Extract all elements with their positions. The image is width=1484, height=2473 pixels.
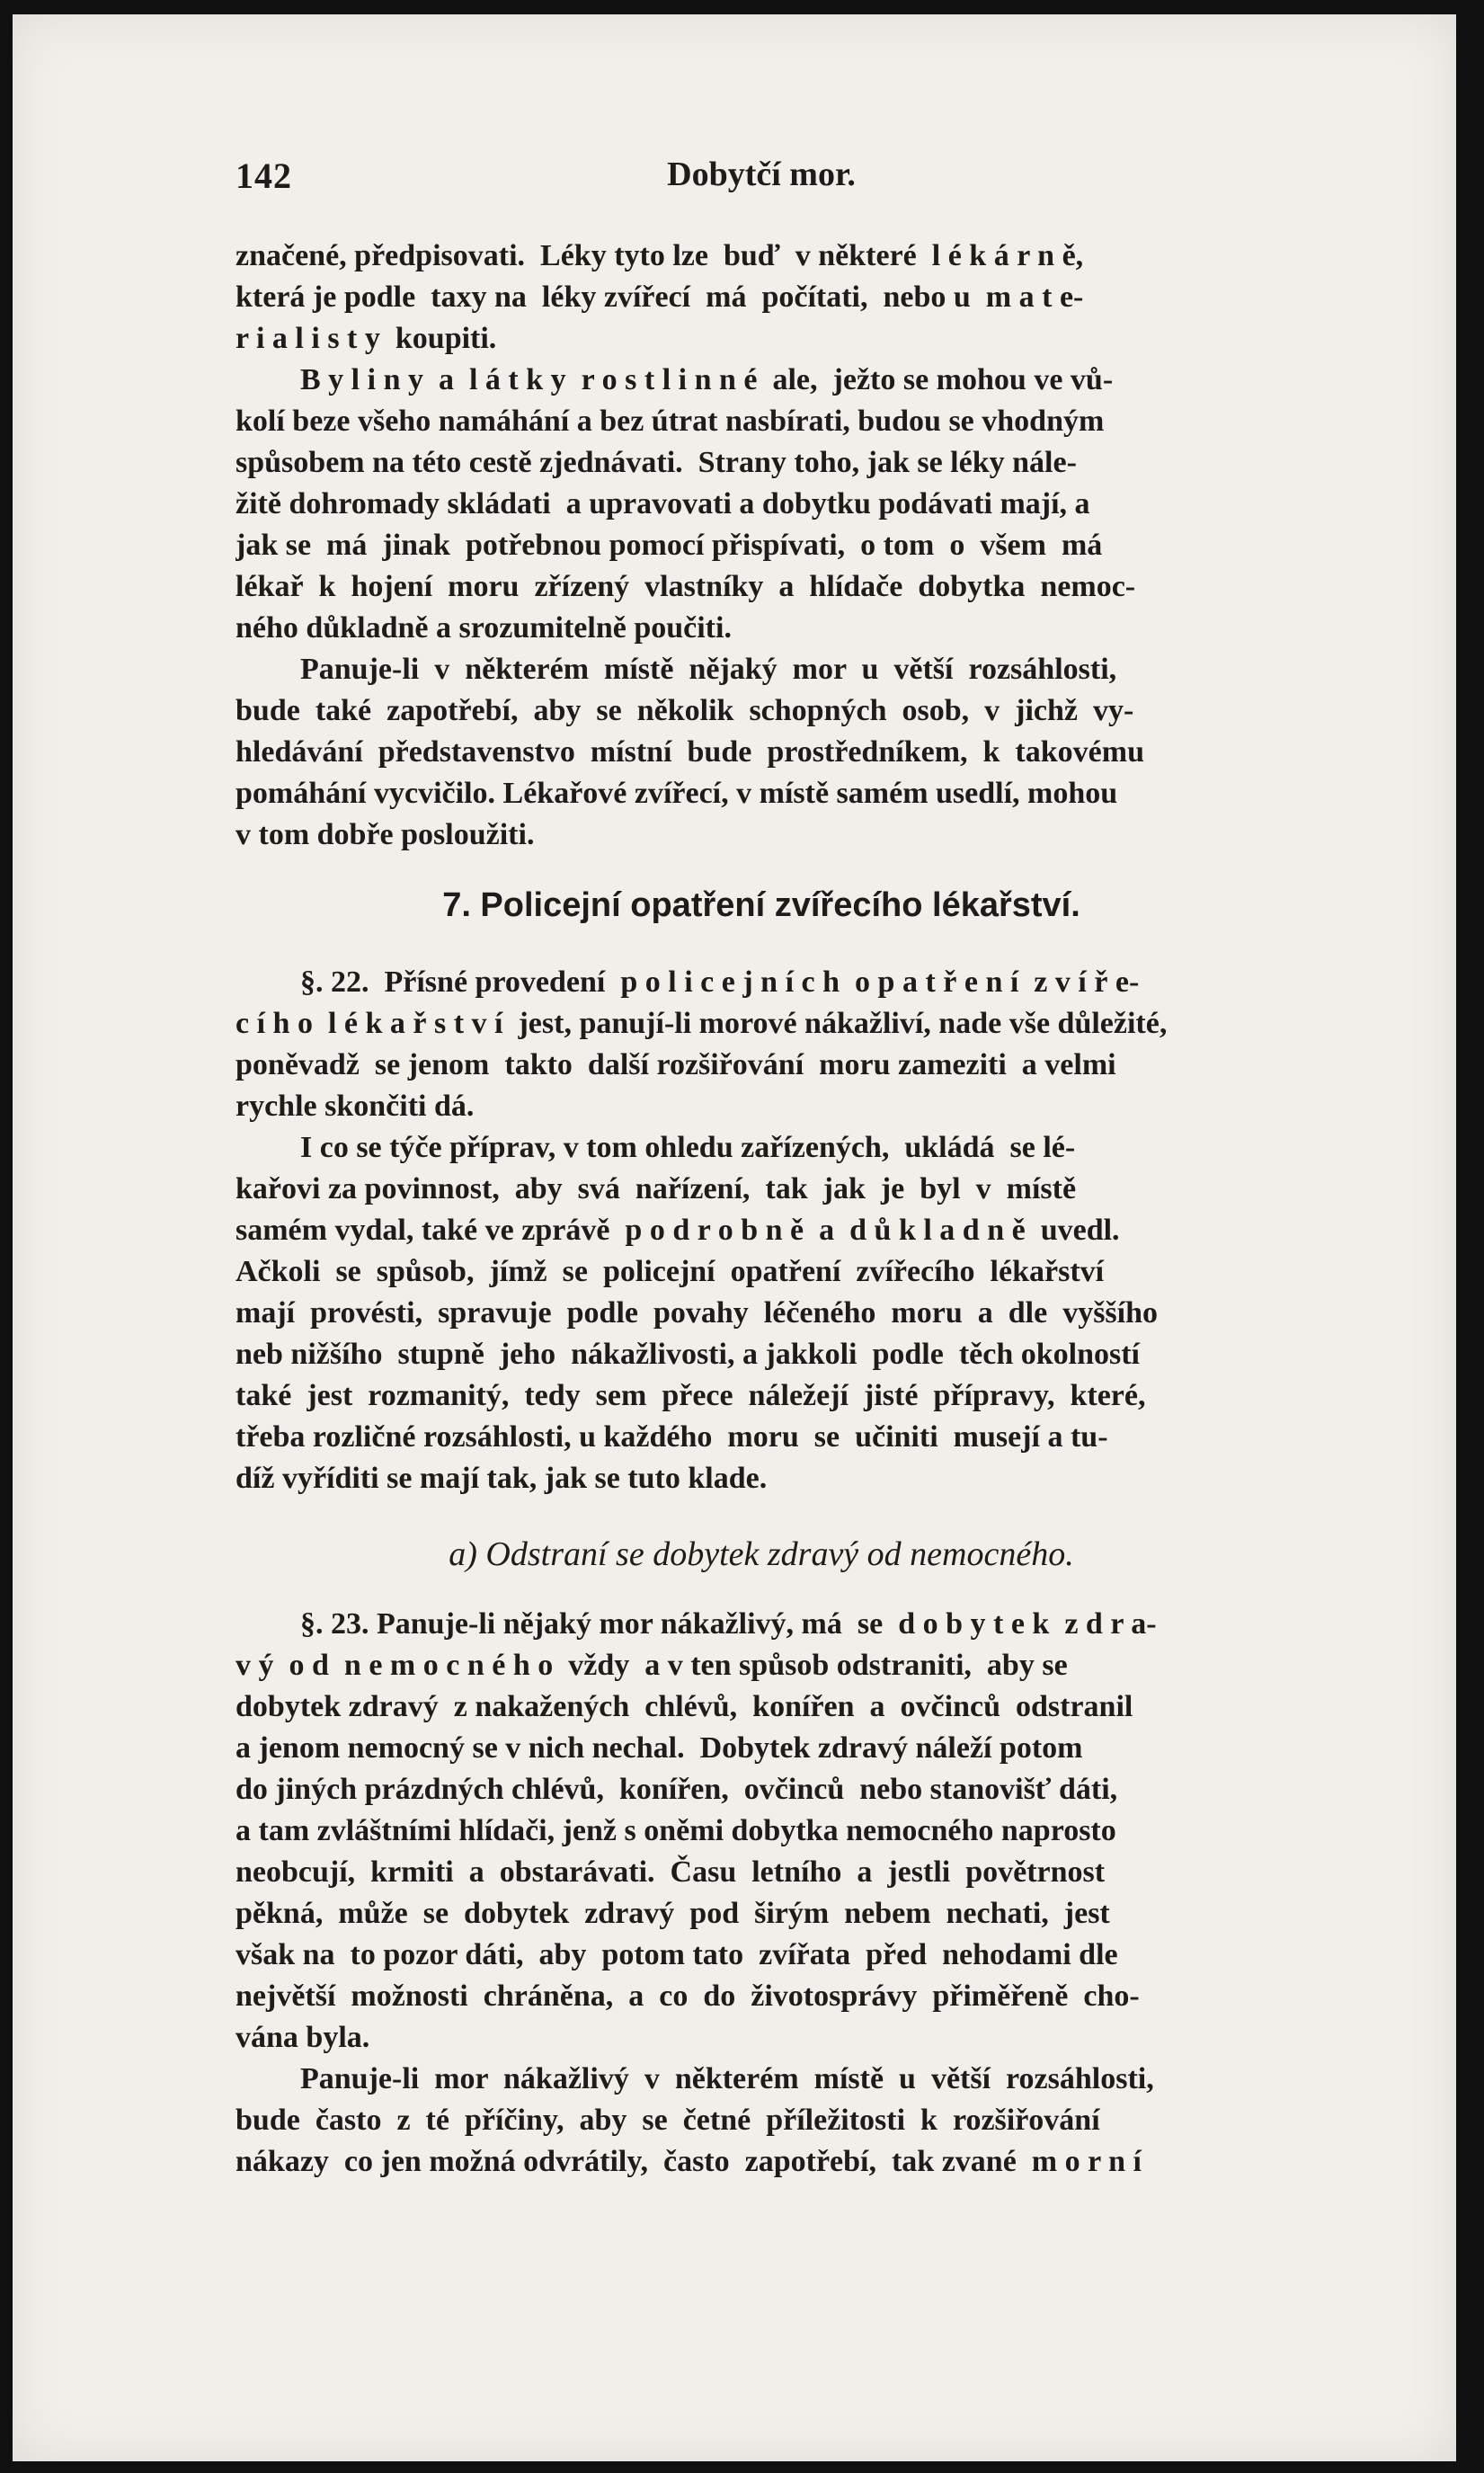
text-line: v ý o d n e m o c n é h o vždy a v ten spůsob odstraniti, aby se: [235, 1649, 1068, 1682]
text-line: Ačkoli se spůsob, jímž se policejní opatření zvířecího lékařství: [235, 1255, 1105, 1288]
text-line: nákazy co jen možná odvrátily, často zapotřebí, tak zvané m o r n í: [235, 2145, 1142, 2178]
text-line: bude také zapotřebí, aby se několik schopných osob, v jichž vy-: [235, 694, 1134, 727]
page-header: [235, 155, 1287, 209]
text-line: ného důkladně a srozumitelně poučiti.: [235, 611, 732, 645]
text-line: vána byla.: [235, 2021, 370, 2054]
subsection-heading: a) Odstraní se dobytek zdravý od nemocného.: [449, 1535, 1074, 1573]
running-title: Dobytčí mor.: [667, 156, 856, 193]
text-line: rychle skončiti dá.: [235, 1090, 475, 1123]
section-heading: 7. Policejní opatření zvířecího lékařství.: [442, 886, 1080, 924]
text-line: pěkná, může se dobytek zdravý pod širým nebem nechati, jest: [235, 1897, 1110, 1930]
text-line: třeba rozličné rozsáhlosti, u každého moru se učiniti musejí a tu-: [235, 1420, 1108, 1454]
text-line: kařovi za povinnost, aby svá nařízení, tak jak je byl v místě: [235, 1172, 1077, 1205]
text-line: c í h o l é k a ř s t v í jest, panují-li morové nákažliví, nade vše důležité,: [235, 1007, 1168, 1040]
text-line: hledávání představenstvo místní bude prostředníkem, k takovému: [235, 735, 1144, 769]
text-line: kolí beze všeho namáhání a bez útrat nasbírati, budou se vhodným: [235, 405, 1105, 438]
text-line: spůsobem na této cestě zjednávati. Strany toho, jak se léky nále-: [235, 446, 1077, 479]
text-line: do jiných prázdných chlévů, konířen, ovčinců nebo stanovišť dáti,: [235, 1773, 1118, 1806]
body-text: [235, 236, 1287, 2183]
text-line: a tam zvláštními hlídači, jenž s oněmi dobytka nemocného naprosto: [235, 1814, 1116, 1847]
text-line: neobcují, krmiti a obstarávati. Času letního a jestli povětrnost: [235, 1855, 1106, 1889]
text-line: Panuje-li mor nákažlivý v některém místě u větší rozsáhlosti,: [300, 2062, 1154, 2095]
text-line: také jest rozmanitý, tedy sem přece náležejí jisté přípravy, které,: [235, 1379, 1146, 1412]
text-line: žitě dohromady skládati a upravovati a dobytku podávati mají, a: [235, 487, 1090, 520]
text-line: bude často z té příčiny, aby se četné příležitosti k rozšiřování: [235, 2104, 1100, 2137]
text-line: a jenom nemocný se v nich nechal. Dobytek zdravý náleží potom: [235, 1731, 1083, 1765]
text-line: dobytek zdravý z nakažených chlévů, konířen a ovčinců odstranil: [235, 1690, 1133, 1723]
text-line: však na to pozor dáti, aby potom tato zvířata před nehodami dle: [235, 1938, 1118, 1971]
text-line: I co se týče příprav, v tom ohledu zařízených, ukládá se lé-: [300, 1131, 1076, 1164]
page-number: 142: [235, 156, 292, 196]
text-line: §. 22. Přísné provedení p o l i c e j n í c h o p a t ř e n í z v í ř e-: [300, 965, 1140, 999]
text-line: r i a l i s t y koupiti.: [235, 322, 497, 355]
text-line: pomáhání vycvičilo. Lékařové zvířecí, v místě samém usedlí, mohou: [235, 777, 1118, 810]
text-line: která je podle taxy na léky zvířecí má počítati, nebo u m a t e-: [235, 280, 1084, 314]
text-line: B y l i n y a l á t k y r o s t l i n n é ale, ježto se mohou ve vů-: [300, 363, 1114, 396]
text-line: §. 23. Panuje-li nějaký mor nákažlivý, má se d o b y t e k z d r a-: [300, 1607, 1157, 1641]
text-line: neb nižšího stupně jeho nákažlivosti, a jakkoli podle těch okolností: [235, 1338, 1141, 1371]
text-line: samém vydal, také ve zprávě p o d r o b n ě a d ů k l a d n ě uvedl.: [235, 1214, 1120, 1247]
text-line: poněvadž se jenom takto další rozšiřování moru zameziti a velmi: [235, 1048, 1116, 1081]
text-line: lékař k hojení moru zřízený vlastníky a hlídače dobytka nemoc-: [235, 570, 1136, 603]
text-line: největší možnosti chráněna, a co do životosprávy přiměřeně cho-: [235, 1979, 1140, 2013]
text-line: díž vyříditi se mají tak, jak se tuto klade.: [235, 1462, 768, 1495]
text-line: jak se má jinak potřebnou pomocí přispívati, o tom o všem má: [235, 529, 1103, 562]
text-line: v tom dobře posloužiti.: [235, 818, 535, 851]
text-line: značené, předpisovati. Léky tyto lze buď v některé l é k á r n ě,: [235, 239, 1084, 272]
text-line: Panuje-li v některém místě nějaký mor u větší rozsáhlosti,: [300, 653, 1117, 686]
text-line: mají provésti, spravuje podle povahy léčeného moru a dle vyššího: [235, 1296, 1159, 1330]
